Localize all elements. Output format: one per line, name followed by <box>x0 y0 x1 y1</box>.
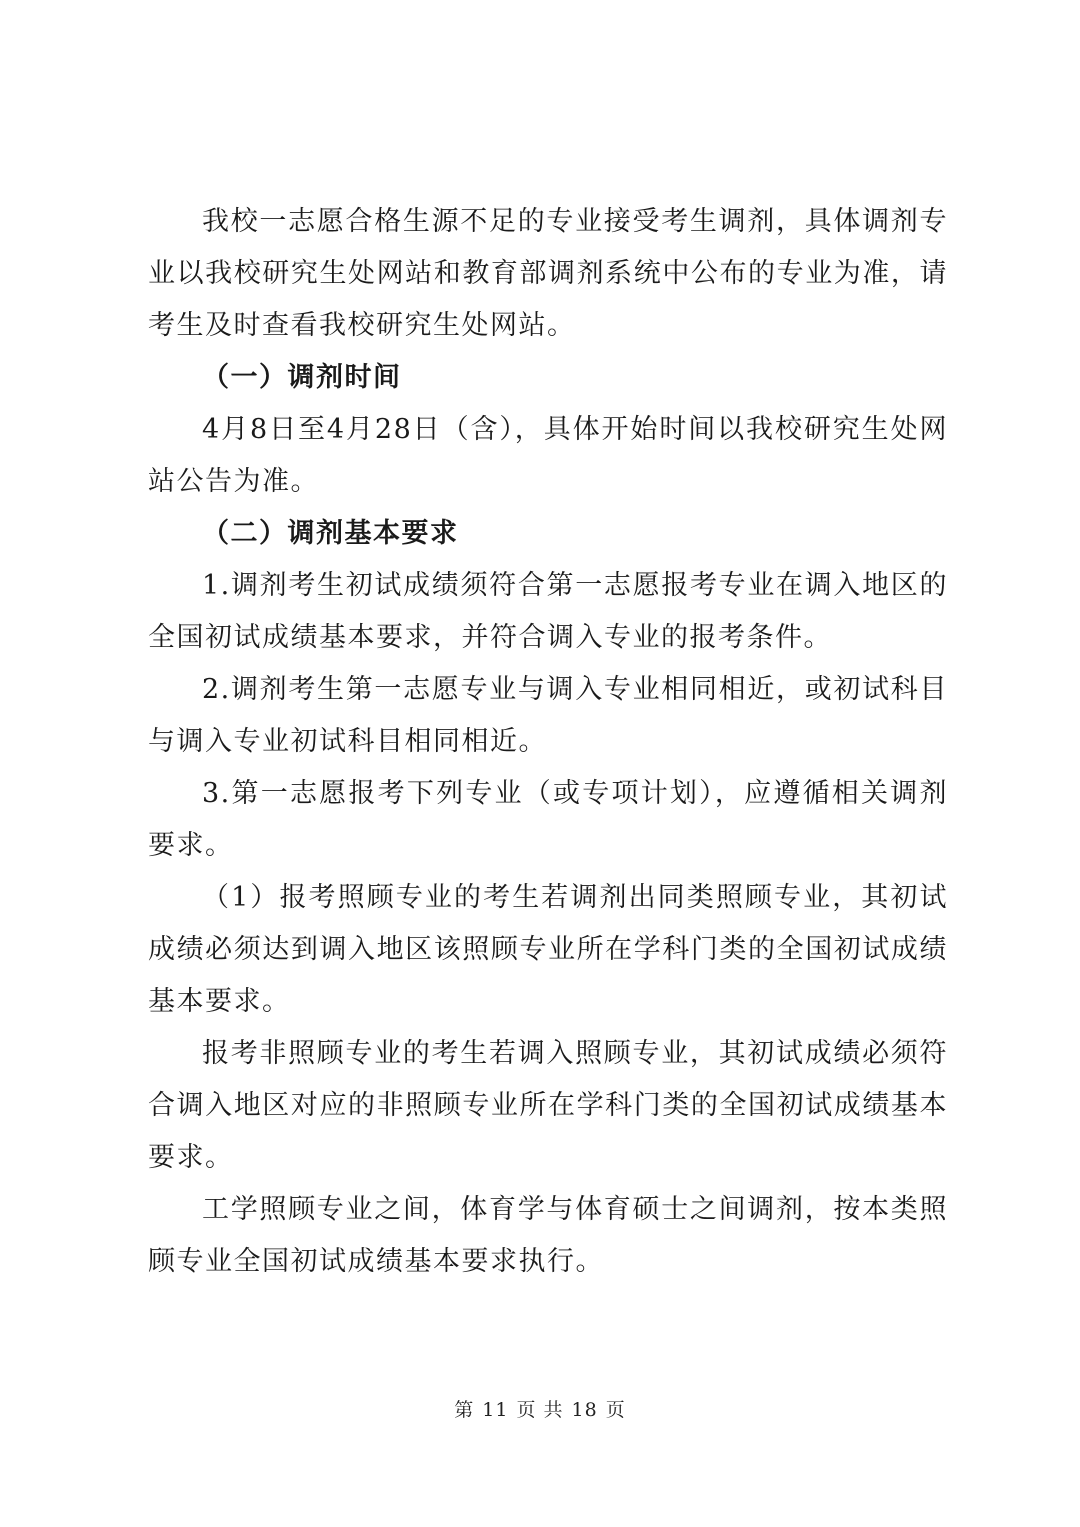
requirement-sub-item-1-paragraph-3: 工学照顾专业之间，体育学与体育硕士之间调剂，按本类照顾专业全国初试成绩基本要求执行。 <box>148 1194 948 1277</box>
requirement-item-3: 3.第一志愿报考下列专业（或专项计划），应遵循相关调剂要求。 <box>148 778 948 861</box>
section-heading-basic-requirements: （二）调剂基本要求 <box>202 518 459 549</box>
adjustment-time-paragraph: 4月8日至4月28日（含），具体开始时间以我校研究生处网站公告为准。 <box>148 414 948 497</box>
page-footer-mid: 页 共 <box>516 1399 564 1421</box>
section-heading-adjustment-time: （一）调剂时间 <box>202 362 402 393</box>
requirement-item-1: 1.调剂考生初试成绩须符合第一志愿报考专业在调入地区的全国初试成绩基本要求，并符合调入专业的报考条件。 <box>148 570 948 653</box>
requirement-sub-item-1-paragraph-2: 报考非照顾专业的考生若调入照顾专业，其初试成绩必须符合调入地区对应的非照顾专业所在学科门类的全国初试成绩基本要求。 <box>148 1038 948 1173</box>
requirement-sub-item-1: （1）报考照顾专业的考生若调剂出同类照顾专业，其初试成绩必须达到调入地区该照顾专业所在学科门类的全国初试成绩基本要求。 <box>148 882 948 1017</box>
requirement-item-2: 2.调剂考生第一志愿专业与调入专业相同相近，或初试科目与调入专业初试科目相同相近。 <box>148 674 948 757</box>
page-footer-suffix: 页 <box>605 1399 626 1421</box>
intro-paragraph: 我校一志愿合格生源不足的专业接受考生调剂，具体调剂专业以我校研究生处网站和教育部调剂系统中公布的专业为准，请考生及时查看我校研究生处网站。 <box>148 206 948 341</box>
page-body <box>148 196 948 1288</box>
total-page-number: 18 <box>571 1399 598 1421</box>
page-footer-prefix: 第 <box>454 1399 475 1421</box>
current-page-number: 11 <box>482 1399 509 1421</box>
page-footer <box>0 1396 1080 1424</box>
